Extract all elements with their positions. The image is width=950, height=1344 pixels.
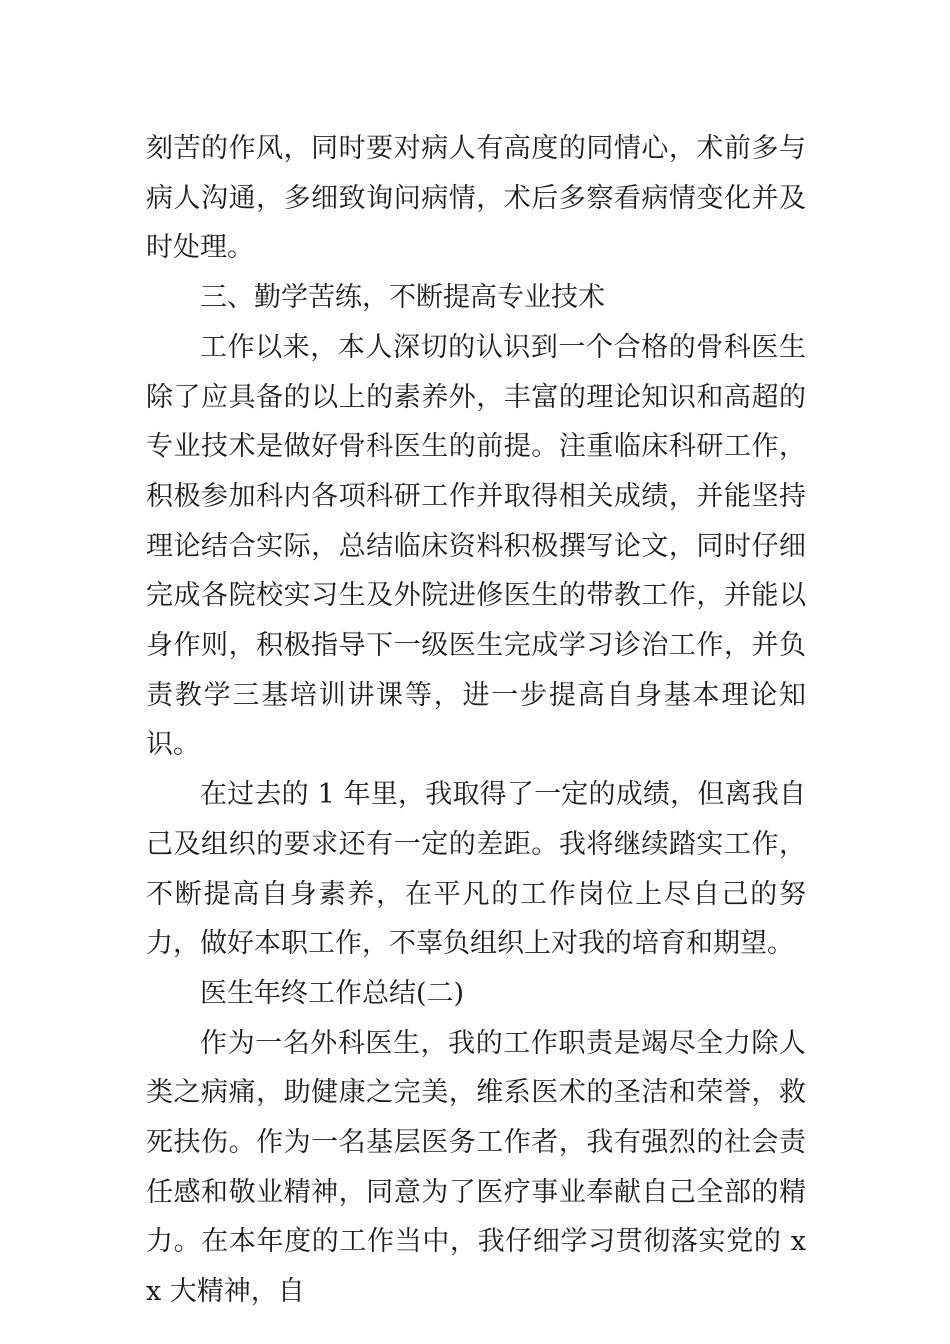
section-heading-three: 三、勤学苦练，不断提高专业技术: [200, 282, 605, 314]
document-body: [146, 124, 806, 1317]
paragraph-past-year: 在过去的 1 年里，我取得了一定的成绩，但离我自己及组织的要求还有一定的差距。我将继续踏实工作，不断提高自身素养，在平凡的工作岗位上尽自己的努力，做好本职工作，不辜负组织上对我的培育和期望。: [146, 779, 806, 960]
paragraph-continuation: 刻苦的作风，同时要对病人有高度的同情心，术前多与病人沟通，多细致询问病情，术后多察看病情变化并及时处理。: [146, 133, 806, 264]
paragraph-surgeon-duty: 作为一名外科医生，我的工作职责是竭尽全力除人类之病痛，助健康之完美，维系医术的圣洁和荣誉，救死扶伤。作为一名基层医务工作者，我有强烈的社会责任感和敬业精神，同意为了医疗事业奉献自己全部的精力。在本年度的工作当中，我仔细学习贯彻落实党的 xx 大精神，自: [146, 1027, 806, 1308]
paragraph-professional-skills: 工作以来，本人深切的认识到一个合格的骨科医生除了应具备的以上的素养外，丰富的理论知识和高超的专业技术是做好骨科医生的前提。注重临床科研工作，积极参加科内各项科研工作并取得相关成绩，并能坚持理论结合实际，总结临床资料积极撰写论文，同时仔细完成各院校实习生及外院进修医生的带教工作，并能以身作则，积极指导下一级医生完成学习诊治工作，并负责教学三基培训讲课等，进一步提高自身基本理论知识。: [146, 331, 806, 761]
section-heading-summary-two: 医生年终工作总结(二): [200, 977, 465, 1009]
